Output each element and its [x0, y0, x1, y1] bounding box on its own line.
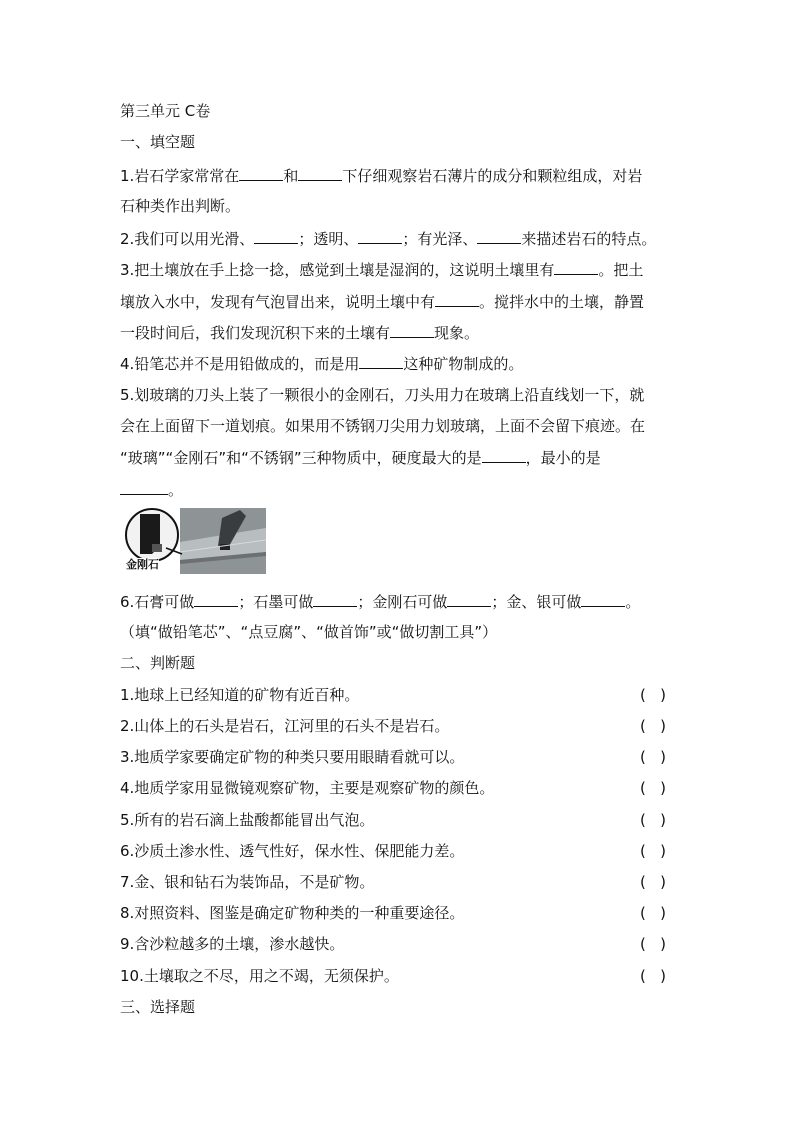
answer-blank[interactable]	[359, 353, 403, 369]
question-1-line-2: 石种类作出判断。	[120, 197, 241, 215]
judge-item-4: 4.地质学家用显微镜观察矿物，主要是观察矿物的颜色。	[120, 779, 495, 797]
question-6-hint: （填“做铅笔芯”、“点豆腐”、“做首饰”或“做切割工具”）	[120, 623, 498, 641]
question-6-line-1: 6.石膏可做 ；石墨可做 ；金刚石可做 ；金、银可做 。	[120, 593, 641, 611]
answer-parentheses[interactable]: ( )	[640, 904, 667, 922]
answer-blank[interactable]	[254, 228, 298, 244]
answer-blank[interactable]	[194, 591, 238, 607]
glass-cutter-figure	[122, 508, 266, 574]
answer-parentheses[interactable]: ( )	[640, 873, 667, 891]
judge-item-3: 3.地质学家要确定矿物的种类只要用眼睛看就可以。	[120, 748, 465, 766]
answer-parentheses[interactable]: ( )	[640, 967, 667, 985]
question-3-line-2: 壤放入水中，发现有气泡冒出来，说明土壤中有 。搅拌水中的土壤，静置	[120, 293, 645, 311]
question-5-line-4: 。	[120, 479, 680, 500]
question-3-line-1: 3.把土壤放在手上捻一捻，感觉到土壤是湿润的，这说明土壤里有 。把土	[120, 261, 644, 279]
answer-blank[interactable]	[298, 165, 342, 181]
answer-blank[interactable]	[120, 479, 168, 495]
figure-label-diamond: 金刚石	[126, 558, 159, 571]
question-1-line-1: 1.岩石学家常常在 和 下仔细观察岩石薄片的成分和颗粒组成，对岩	[120, 167, 643, 185]
judge-item-6: 6.沙质土渗水性、透气性好，保水性、保肥能力差。	[120, 842, 465, 860]
answer-blank[interactable]	[447, 591, 491, 607]
answer-parentheses[interactable]: ( )	[640, 717, 667, 735]
question-5-line-1: 5.划玻璃的刀头上装了一颗很小的金刚石，刀头用力在玻璃上沿直线划一下，就	[120, 386, 645, 404]
question-4: 4.铅笔芯并不是用铅做成的，而是用 这种矿物制成的。	[120, 355, 524, 373]
answer-parentheses[interactable]: ( )	[640, 748, 667, 766]
answer-parentheses[interactable]: ( )	[640, 686, 667, 704]
answer-parentheses[interactable]: ( )	[640, 842, 667, 860]
answer-parentheses[interactable]: ( )	[640, 935, 667, 953]
answer-blank[interactable]	[358, 228, 402, 244]
judge-item-10: 10.土壤取之不尽，用之不竭，无须保护。	[120, 967, 399, 985]
answer-blank[interactable]	[482, 447, 526, 463]
answer-parentheses[interactable]: ( )	[640, 811, 667, 829]
question-5-line-3: “玻璃”“金刚石”和“不锈钢”三种物质中，硬度最大的是 ，最小的是	[120, 449, 601, 467]
section-heading-multiple-choice: 三、选择题	[120, 998, 196, 1016]
question-5-line-2: 会在上面留下一道划痕。如果用不锈钢刀尖用力划玻璃，上面不会留下痕迹。在	[120, 417, 646, 435]
section-heading-fill-blank: 一、填空题	[120, 133, 196, 151]
answer-blank[interactable]	[390, 322, 434, 338]
answer-blank[interactable]	[581, 591, 625, 607]
judge-item-1: 1.地球上已经知道的矿物有近百种。	[120, 686, 360, 704]
answer-parentheses[interactable]: ( )	[640, 779, 667, 797]
judge-item-7: 7.金、银和钻石为装饰品，不是矿物。	[120, 873, 375, 891]
judge-item-5: 5.所有的岩石滴上盐酸都能冒出气泡。	[120, 811, 375, 829]
page-title: 第三单元 C卷	[120, 102, 211, 120]
section-heading-true-false: 二、判断题	[120, 654, 196, 672]
judge-item-8: 8.对照资料、图鉴是确定矿物种类的一种重要途径。	[120, 904, 465, 922]
answer-blank[interactable]	[435, 291, 479, 307]
answer-blank[interactable]	[554, 259, 598, 275]
question-2: 2.我们可以用光滑、 ；透明、 ；有光泽、 来描述岩石的特点。	[120, 230, 657, 248]
judge-item-9: 9.含沙粒越多的土壤，渗水越快。	[120, 935, 345, 953]
answer-blank[interactable]	[477, 228, 521, 244]
judge-item-2: 2.山体上的石头是岩石，江河里的石头不是岩石。	[120, 717, 450, 735]
answer-blank[interactable]	[313, 591, 357, 607]
answer-blank[interactable]	[239, 165, 283, 181]
question-3-line-3: 一段时间后，我们发现沉积下来的土壤有 现象。	[120, 324, 480, 342]
